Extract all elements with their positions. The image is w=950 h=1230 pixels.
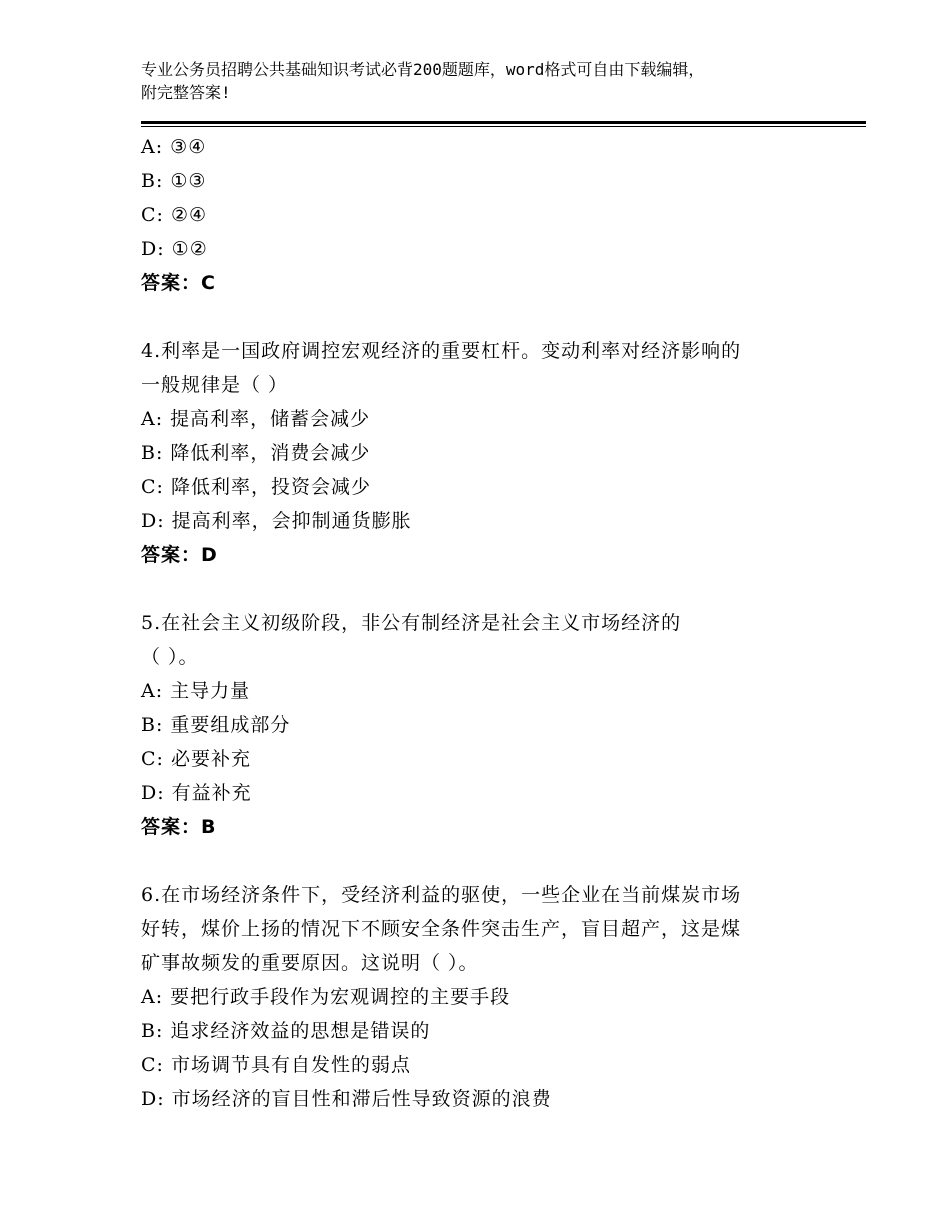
option-c: C: 降低利率，投资会减少 <box>141 476 371 498</box>
question-text-line-2: （ ）。 <box>141 646 199 668</box>
spacer <box>141 844 821 878</box>
answer: 答案：B <box>141 816 217 838</box>
option-b: B: 追求经济效益的思想是错误的 <box>141 1020 431 1042</box>
option-a: A: ③④ <box>141 136 207 158</box>
header-line-2: 附完整答案! <box>141 83 231 102</box>
option-d: D: 市场经济的盲目性和滞后性导致资源的浪费 <box>141 1088 552 1110</box>
option-a: A: 主导力量 <box>141 680 251 702</box>
option-a: A: 提高利率，储蓄会减少 <box>141 408 371 430</box>
question-text-line-1: 6.在市场经济条件下，受经济利益的驱使，一些企业在当前煤炭市场 <box>141 884 742 906</box>
spacer <box>141 572 821 606</box>
header-line-1: 专业公务员招聘公共基础知识考试必背200题题库，word格式可自由下载编辑， <box>141 60 705 79</box>
spacer <box>141 300 821 334</box>
question-list <box>141 130 821 1116</box>
option-b: B: 降低利率，消费会减少 <box>141 442 371 464</box>
header-rule-thin <box>141 126 866 127</box>
question-text-line-2: 一般规律是（ ） <box>141 374 289 396</box>
answer: 答案：C <box>141 272 216 294</box>
option-d: D: ①② <box>141 238 208 260</box>
question-3 <box>141 130 821 300</box>
option-b: B: ①③ <box>141 170 207 192</box>
option-c: C: ②④ <box>141 204 208 226</box>
option-d: D: 提高利率，会抑制通货膨胀 <box>141 510 412 532</box>
question-text-line-1: 5.在社会主义初级阶段，非公有制经济是社会主义市场经济的 <box>141 612 682 634</box>
question-5 <box>141 606 821 844</box>
answer: 答案：D <box>141 544 218 566</box>
question-text-line-2: 好转，煤价上扬的情况下不顾安全条件突击生产，盲目超产，这是煤 <box>141 918 742 940</box>
page-header <box>141 58 861 104</box>
question-text-line-3: 矿事故频发的重要原因。这说明（ ）。 <box>141 952 479 974</box>
question-6 <box>141 878 821 1116</box>
header-rule-thick <box>141 121 866 124</box>
question-4 <box>141 334 821 572</box>
option-a: A: 要把行政手段作为宏观调控的主要手段 <box>141 986 511 1008</box>
question-text-line-1: 4.利率是一国政府调控宏观经济的重要杠杆。变动利率对经济影响的 <box>141 340 742 362</box>
option-b: B: 重要组成部分 <box>141 714 291 736</box>
option-c: C: 市场调节具有自发性的弱点 <box>141 1054 411 1076</box>
option-c: C: 必要补充 <box>141 748 251 770</box>
option-d: D: 有益补充 <box>141 782 252 804</box>
